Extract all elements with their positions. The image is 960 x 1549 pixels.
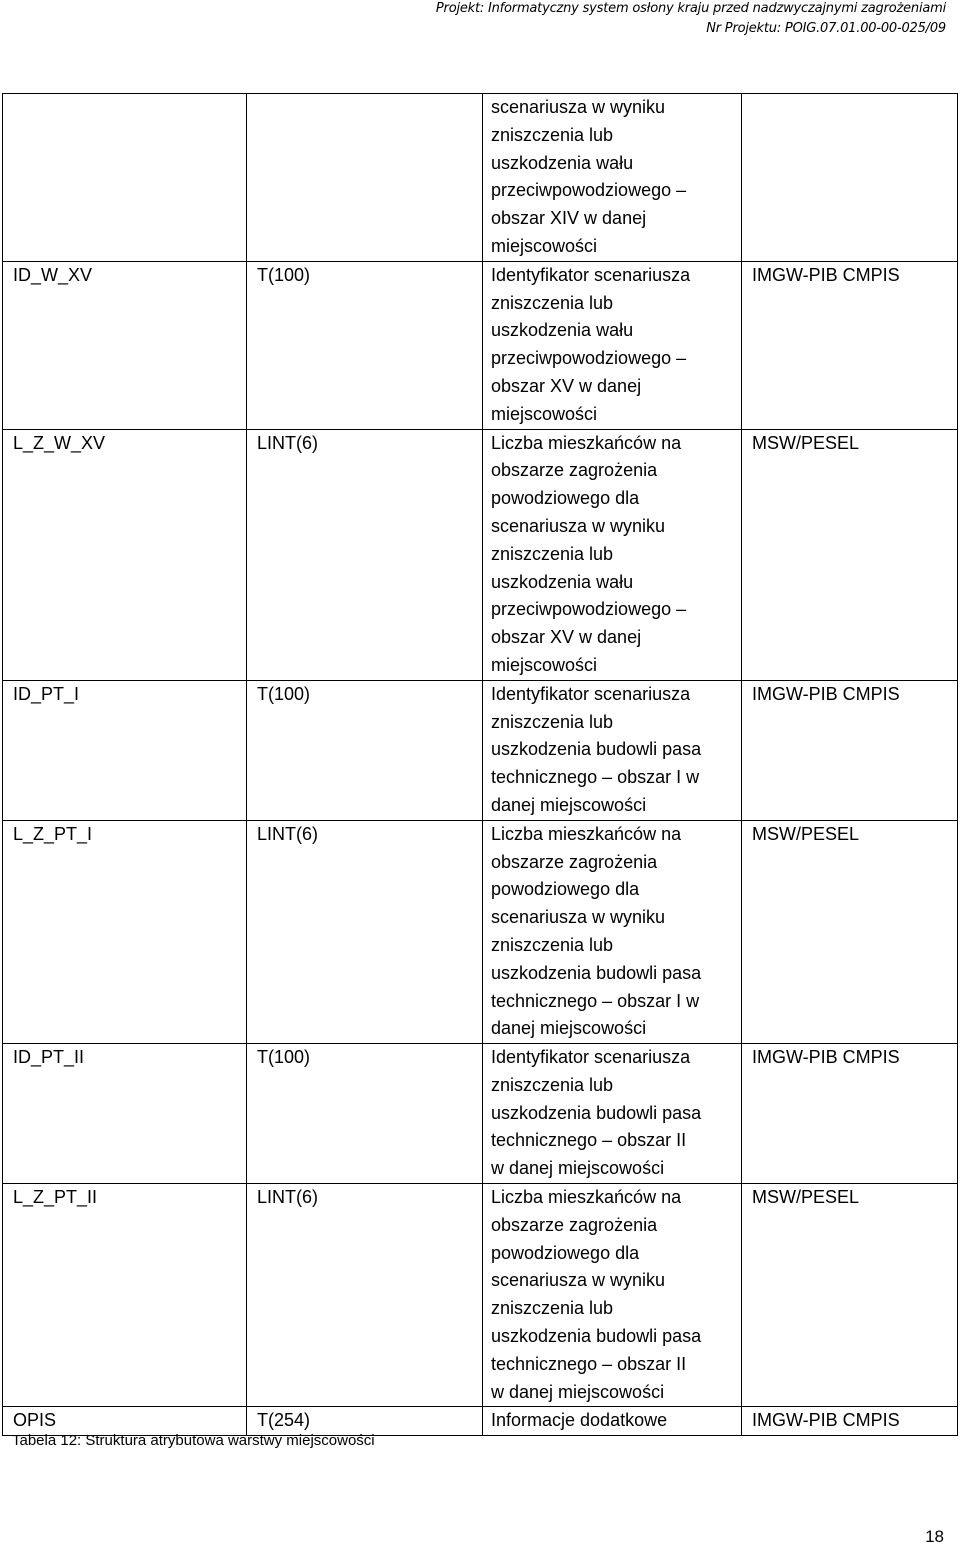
attribute-source-cell [742,94,958,262]
table-row [3,680,958,820]
header-project-number: Nr Projektu: POIG.07.01.00-00-025/09 [706,21,946,36]
attribute-description-cell: Liczba mieszkańców na obszarze zagrożenia powodziowego dla scenariusza w wyniku zniszczenia lub uszkodzenia wału przeciwpowodziowego – obszar XV w danej miejscowości [483,429,742,680]
attribute-name-cell [3,94,247,262]
attribute-table [2,93,958,1436]
attribute-source-cell: IMGW-PIB CMPIS [742,680,958,820]
attribute-type-cell [247,94,483,262]
table-caption: Tabela 12: Struktura atrybutowa warstwy miejscowości [12,1432,375,1449]
attribute-source-cell: MSW/PESEL [742,429,958,680]
attribute-name-cell: ID_PT_II [3,1044,247,1184]
attribute-type-cell: T(254) [247,1407,483,1436]
attribute-source-cell: IMGW-PIB CMPIS [742,1407,958,1436]
attribute-name-cell: OPIS [3,1407,247,1436]
attribute-type-cell: LINT(6) [247,1184,483,1407]
attribute-description-cell: Identyfikator scenariusza zniszczenia lub uszkodzenia budowli pasa technicznego – obszar II w danej miejscowości [483,1044,742,1184]
table-row [3,820,958,1043]
table-row [3,429,958,680]
header-project-title: Projekt: Informatyczny system osłony kraju przed nadzwyczajnymi zagrożeniami [435,1,946,16]
attribute-description-cell: Identyfikator scenariusza zniszczenia lub uszkodzenia wału przeciwpowodziowego – obszar XV w danej miejscowości [483,261,742,429]
attribute-description-cell: Identyfikator scenariusza zniszczenia lub uszkodzenia budowli pasa technicznego – obszar I w danej miejscowości [483,680,742,820]
attribute-name-cell: L_Z_W_XV [3,429,247,680]
attribute-name-cell: ID_W_XV [3,261,247,429]
attribute-source-cell: MSW/PESEL [742,820,958,1043]
attribute-type-cell: T(100) [247,261,483,429]
attribute-name-cell: ID_PT_I [3,680,247,820]
attribute-description-cell: Informacje dodatkowe [483,1407,742,1436]
attribute-description-cell: Liczba mieszkańców na obszarze zagrożenia powodziowego dla scenariusza w wyniku zniszczenia lub uszkodzenia budowli pasa technicznego – obszar II w danej miejscowości [483,1184,742,1407]
attribute-type-cell: LINT(6) [247,429,483,680]
attribute-type-cell: T(100) [247,1044,483,1184]
attribute-description-cell: scenariusza w wyniku zniszczenia lub uszkodzenia wału przeciwpowodziowego – obszar XIV w danej miejscowości [483,94,742,262]
attribute-type-cell: LINT(6) [247,820,483,1043]
table-row [3,1184,958,1407]
attribute-description-cell: Liczba mieszkańców na obszarze zagrożenia powodziowego dla scenariusza w wyniku zniszczenia lub uszkodzenia budowli pasa technicznego – obszar I w danej miejscowości [483,820,742,1043]
attribute-name-cell: L_Z_PT_II [3,1184,247,1407]
table-row [3,94,958,262]
attribute-source-cell: IMGW-PIB CMPIS [742,1044,958,1184]
attribute-source-cell: MSW/PESEL [742,1184,958,1407]
attribute-name-cell: L_Z_PT_I [3,820,247,1043]
attribute-type-cell: T(100) [247,680,483,820]
page-number: 18 [925,1527,944,1546]
table-row [3,261,958,429]
table-row [3,1044,958,1184]
attribute-source-cell: IMGW-PIB CMPIS [742,261,958,429]
